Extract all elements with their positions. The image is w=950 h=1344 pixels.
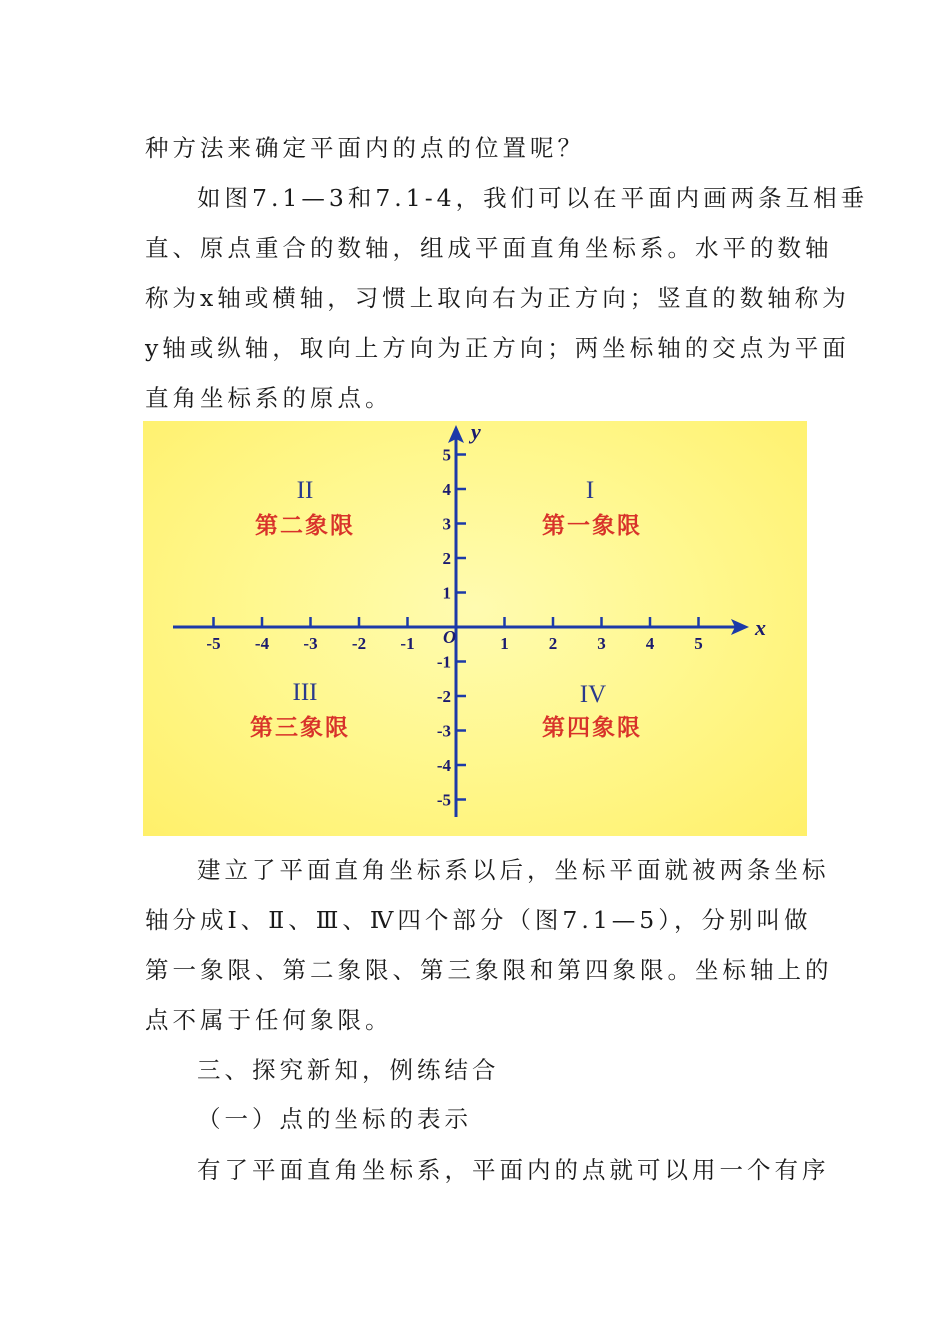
subsection-heading: （一）点的坐标的表示	[197, 1105, 472, 1133]
paragraph-line: 种方法来确定平面内的点的位置呢？	[145, 134, 585, 162]
paragraph-line: 点不属于任何象限。	[145, 1006, 393, 1034]
y-axis-label: y	[471, 421, 481, 444]
paragraph-line: 建立了平面直角坐标系以后，坐标平面就被两条坐标	[197, 856, 830, 884]
paragraph-line: 第一象限、第二象限、第三象限和第四象限。坐标轴上的	[145, 956, 833, 984]
paragraph-line: 轴分成Ⅰ、Ⅱ、Ⅲ、Ⅳ四个部分（图7.1—5），分别叫做	[145, 906, 812, 934]
y-tick-label: -3	[436, 721, 451, 741]
quadrant-3-name: 第三象限	[250, 715, 350, 741]
x-tick-label: -4	[254, 634, 270, 653]
x-axis-label: x	[755, 615, 766, 640]
y-tick-label: -5	[436, 790, 451, 810]
y-tick-label: 3	[442, 514, 451, 534]
coordinate-plane-figure	[143, 421, 807, 836]
quadrant-4-numeral: IV	[579, 681, 607, 708]
x-tick-label: 2	[548, 634, 558, 653]
y-tick-label: 4	[442, 480, 451, 499]
paragraph-line: 有了平面直角坐标系，平面内的点就可以用一个有序	[197, 1156, 830, 1184]
section-heading: 三、探究新知，例练结合	[197, 1056, 500, 1084]
y-tick-label: 2	[442, 549, 451, 568]
quadrant-1-numeral: I	[585, 477, 595, 504]
quadrant-2-numeral: II	[296, 477, 314, 504]
y-tick-label: 5	[442, 445, 451, 465]
x-tick-label: 3	[597, 634, 606, 653]
x-tick-label: 1	[500, 634, 509, 653]
paragraph-line: 直角坐标系的原点。	[145, 384, 393, 412]
quadrant-4-name: 第四象限	[542, 715, 642, 741]
x-tick-label: -2	[351, 634, 367, 653]
y-tick-label: 1	[442, 583, 451, 603]
origin-label: O	[443, 627, 456, 647]
paragraph-line: 称为x轴或横轴，习惯上取向右为正方向；竖直的数轴称为	[145, 284, 850, 312]
x-tick-label: 5	[694, 634, 703, 653]
x-tick-label: -5	[206, 634, 221, 653]
paragraph-line: 如图7.1—3和7.1-4，我们可以在平面内画两条互相垂	[197, 184, 869, 212]
quadrant-2-name: 第二象限	[255, 513, 355, 539]
x-tick-label: -1	[400, 634, 415, 653]
quadrant-1-name: 第一象限	[542, 513, 642, 539]
quadrant-3-numeral: III	[292, 679, 318, 706]
paragraph-line: y轴或纵轴，取向上方向为正方向；两坐标轴的交点为平面	[145, 334, 850, 362]
x-tick-label: 4	[645, 634, 655, 653]
coordinate-plane-svg	[143, 421, 807, 836]
y-tick-label: -1	[436, 652, 451, 672]
y-tick-label: -2	[436, 687, 451, 706]
paragraph-line: 直、原点重合的数轴，组成平面直角坐标系。水平的数轴	[145, 234, 833, 262]
y-tick-label: -4	[436, 756, 451, 775]
x-tick-label: -3	[303, 634, 318, 653]
